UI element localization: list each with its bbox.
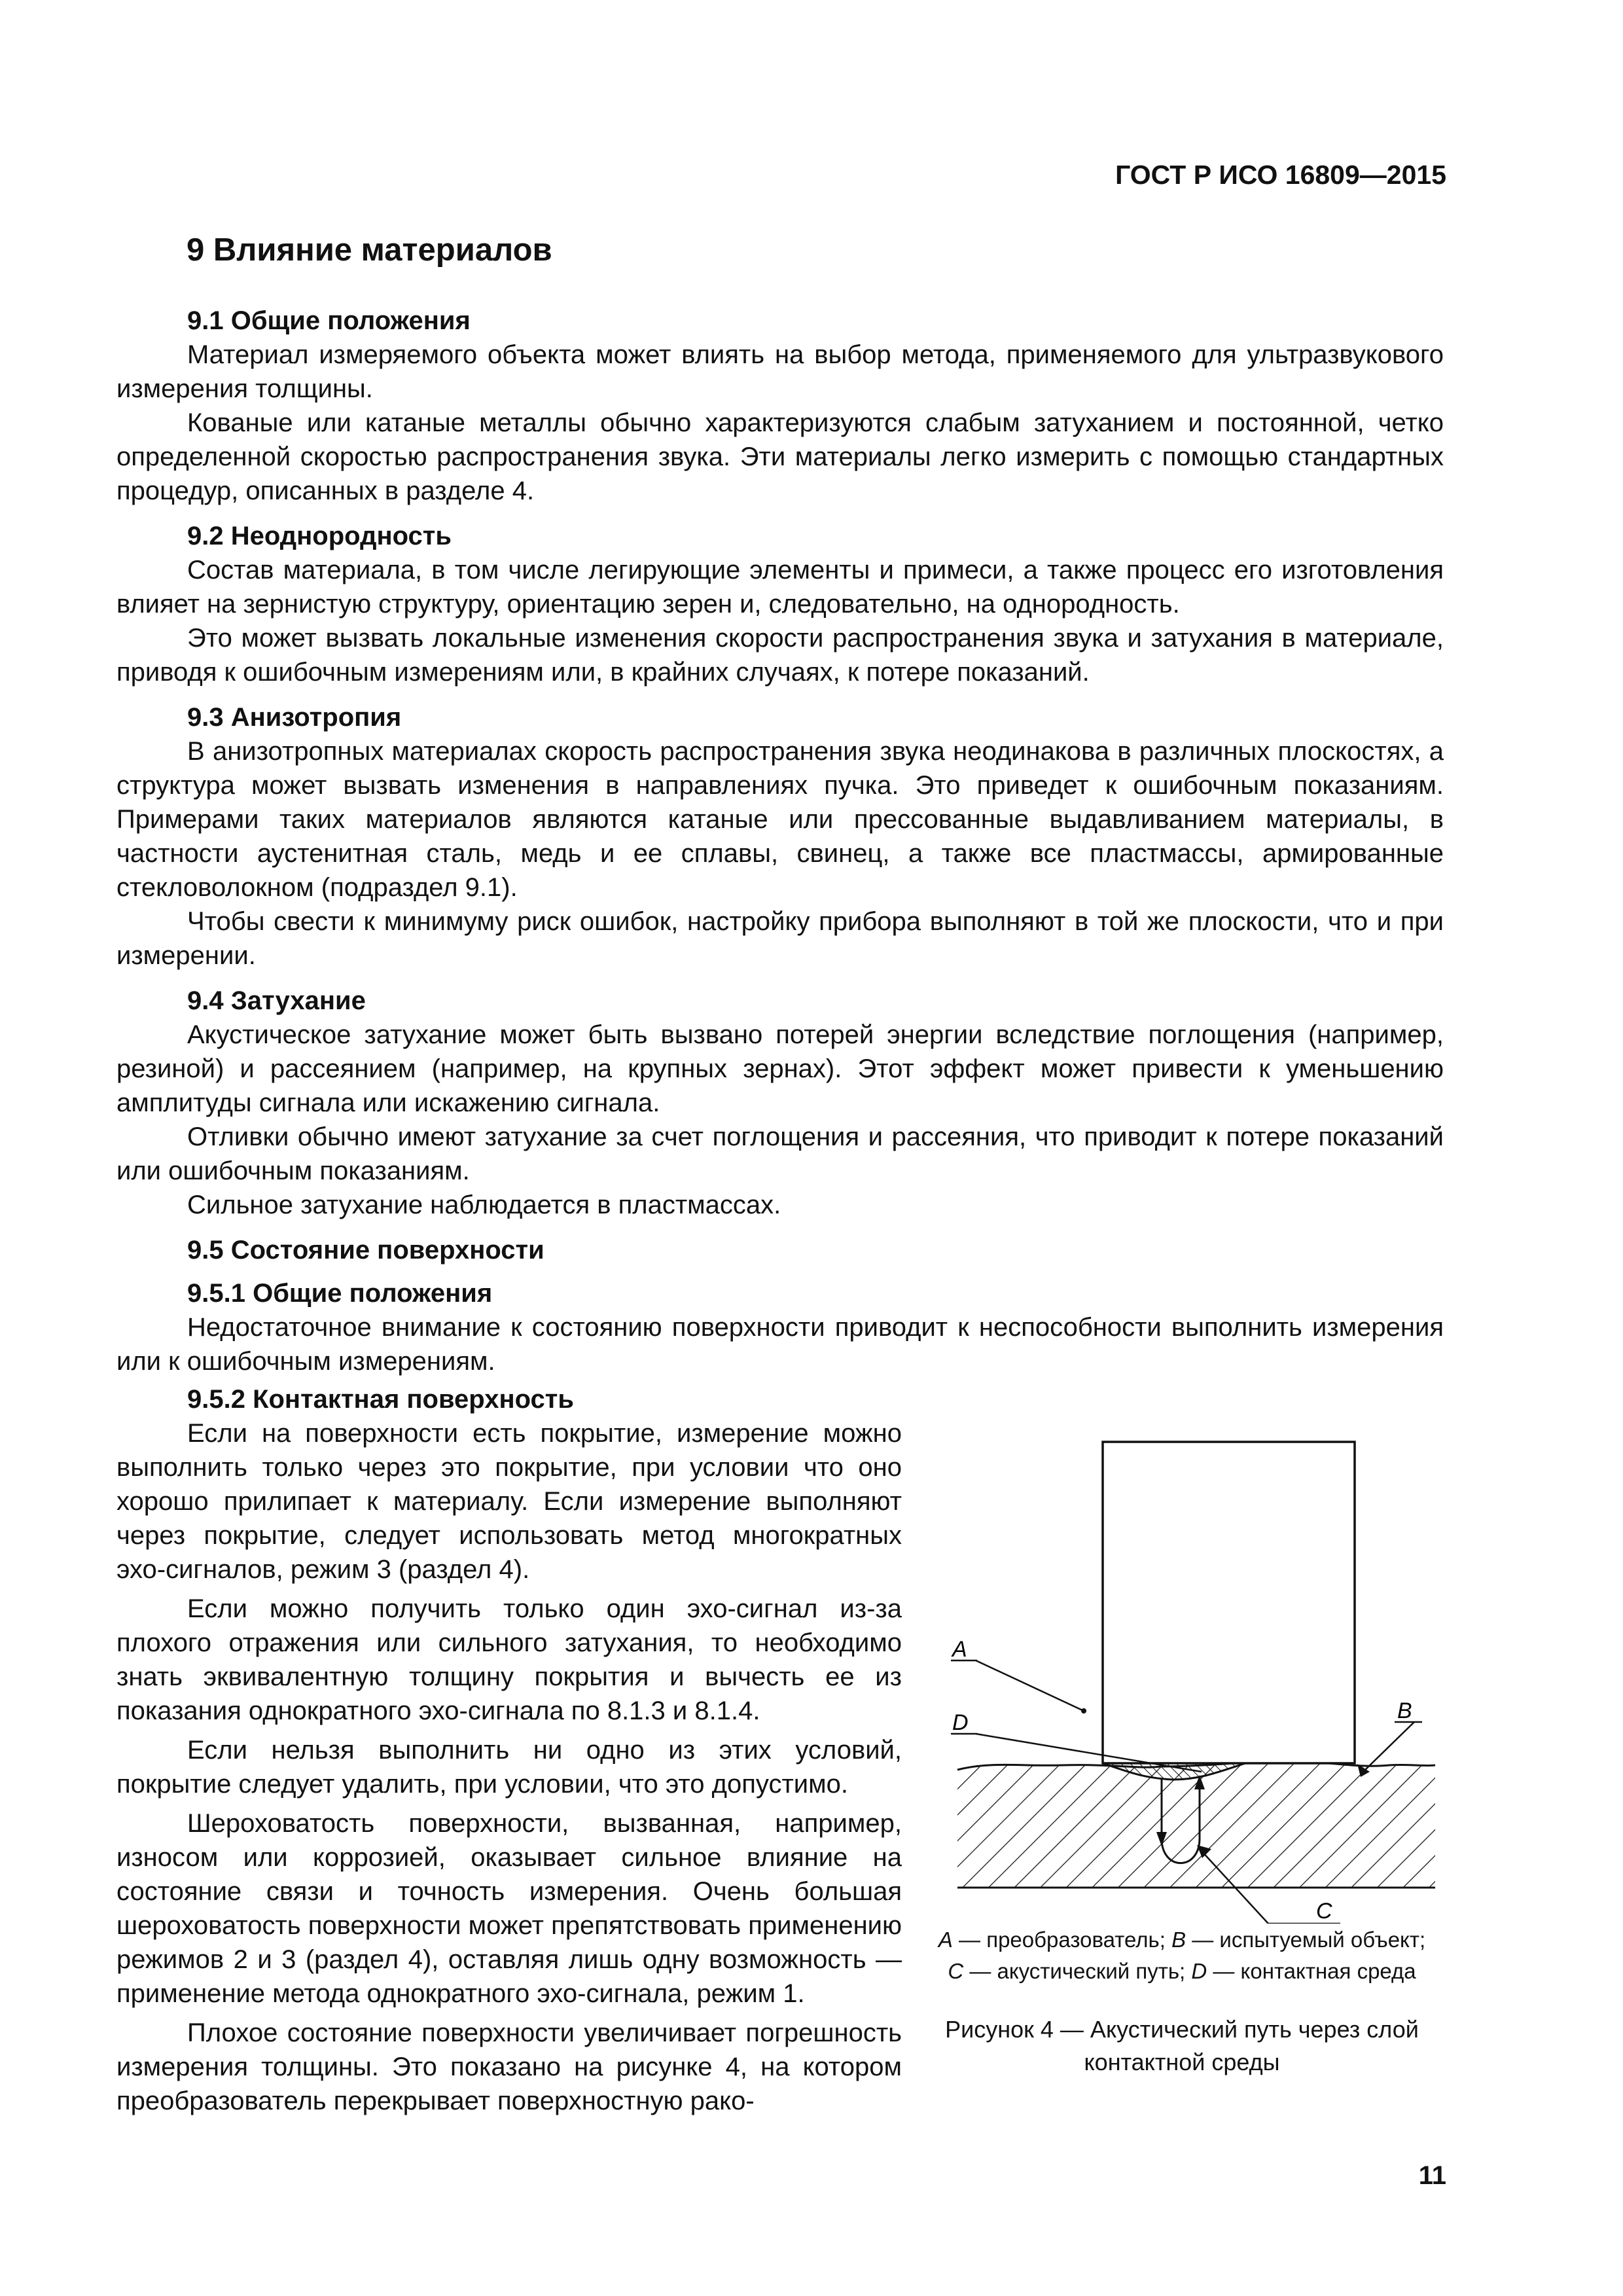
paragraph: Отливки обычно имеют затухание за счет поглощения и рассеяния, что приводит к потере показаний или ошибочным показаниям. [116,1122,1444,1185]
paragraph: Чтобы свести к минимуму риск ошибок, настройку прибора выполняют в той же плоскости, что и при измерении. [116,907,1444,970]
legend-text-d: — контактная среда [1207,1959,1416,1983]
transducer [1103,1442,1355,1763]
legend-line-2 [920,1956,1444,1987]
paragraph: Плохое состояние поверхности увеличивает погрешность измерения толщины. Это показано на рисунке 4, на котором преобразователь перекрывает поверхностную рако- [116,2018,902,2115]
heading-9-2: 9.2 Неоднородность [187,522,452,550]
paragraph: В анизотропных материалах скорость распространения звука неодинакова в различных плоскостях, а структура может вызвать изменения в направлениях пучка. Это приведет к ошибочным показаниям. Примерами таких материалов являются катаные или прессованные выдавливанием материалы, в частности аустенитная сталь, медь и ее сплавы, свинец, а также все пластмассы, армированные стекловолокном (подраздел 9.1). [116,737,1444,902]
legend-key-b: B [1171,1928,1186,1952]
figure-caption [920,2013,1444,2079]
section-title: 9 Влияние материалов [187,232,552,268]
paragraph: Сильное затухание наблюдается в пластмассах. [187,1191,781,1219]
paragraph: Если на поверхности есть покрытие, измерение можно выполнить только через это покрытие, при условии что оно хорошо прилипает к материалу. Если измерение выполняют через покрытие, следует использовать метод многократных эхо-сигналов, режим 3 (раздел 4). [116,1419,902,1584]
legend-key-a: A [938,1928,953,1952]
heading-9-1: 9.1 Общие положения [187,306,471,335]
label-b: B [1397,1698,1412,1723]
label-c: C [1316,1899,1332,1924]
heading-9-3: 9.3 Анизотропия [187,703,402,732]
heading-9-4: 9.4 Затухание [187,986,366,1015]
paragraph: Если нельзя выполнить ни одно из этих условий, покрытие следует удалить, при условии, что это допустимо. [116,1736,902,1799]
paragraph: Шероховатость поверхности, вызванная, например, износом или коррозией, оказывает сильное влияние на состояние связи и точность измерения. Очень большая шероховатость поверхности может препятствовать применению режимов 2 и 3 (раздел 4), оставляя лишь одну возможность — применение метода однократного эхо-сигнала, режим 1. [116,1809,902,2008]
heading-9-5-1: 9.5.1 Общие положения [187,1279,493,1308]
paragraph: Кованые или катаные металлы обычно характеризуются слабым затуханием и постоянной, четко определенной скоростью распространения звука. Эти материалы легко измерить с помощью стандартных процедур, описанных в разделе 4. [116,408,1444,505]
legend-text-b: — испытуемый объект; [1186,1928,1426,1952]
paragraph: Это может вызвать локальные изменения скорости распространения звука и затухания в материале, приводя к ошибочным измерениям или, в крайних случаях, к потере показаний. [116,624,1444,687]
figure-4-diagram [918,1413,1442,1924]
caption-line-1: Рисунок 4 — Акустический путь через слой [945,2016,1419,2043]
document-body [116,304,1444,2118]
legend-key-d: D [1191,1959,1207,1983]
label-a: A [952,1637,967,1662]
figure-legend [920,1924,1444,1987]
standard-designation: ГОСТ Р ИСО 16809—2015 [1115,160,1446,190]
paragraph: Акустическое затухание может быть вызвано потерей энергии вследствие поглощения (например, резиной) и рассеянием (например, на крупных зернах). Этот эффект может привести к уменьшению амплитуды сигнала или искажению сигнала. [116,1020,1444,1117]
caption-line-2: контактной среды [1084,2049,1280,2075]
paragraph: Состав материала, в том числе легирующие элементы и примеси, а также процесс его изготовления влияет на зернистую структуру, ориентацию зерен и, следовательно, на однородность. [116,556,1444,619]
left-column [116,1416,902,2118]
label-d: D [952,1710,969,1735]
heading-9-5: 9.5 Состояние поверхности [187,1236,544,1265]
legend-line-1 [920,1924,1444,1956]
figure-4 [920,1416,1444,2118]
two-column-block [116,1416,1444,2118]
legend-text-a: — преобразователь; [952,1928,1172,1952]
page-number: 11 [1418,2161,1446,2190]
heading-9-5-2: 9.5.2 Контактная поверхность [187,1385,574,1414]
paragraph: Материал измеряемого объекта может влиять на выбор метода, применяемого для ультразвукового измерения толщины. [116,340,1444,403]
paragraph: Если можно получить только один эхо-сигнал из-за плохого отражения или сильного затухания, то необходимо знать эквивалентную толщину покрытия и вычесть ее из показания однократного эхо-сигнала по 8.1.3 и 8.1.4. [116,1594,902,1725]
paragraph: Недостаточное внимание к состоянию поверхности приводит к неспособности выполнить измерения или к ошибочным измерениям. [116,1313,1444,1376]
legend-key-c: C [948,1959,964,1983]
legend-text-c: — акустический путь; [963,1959,1192,1983]
